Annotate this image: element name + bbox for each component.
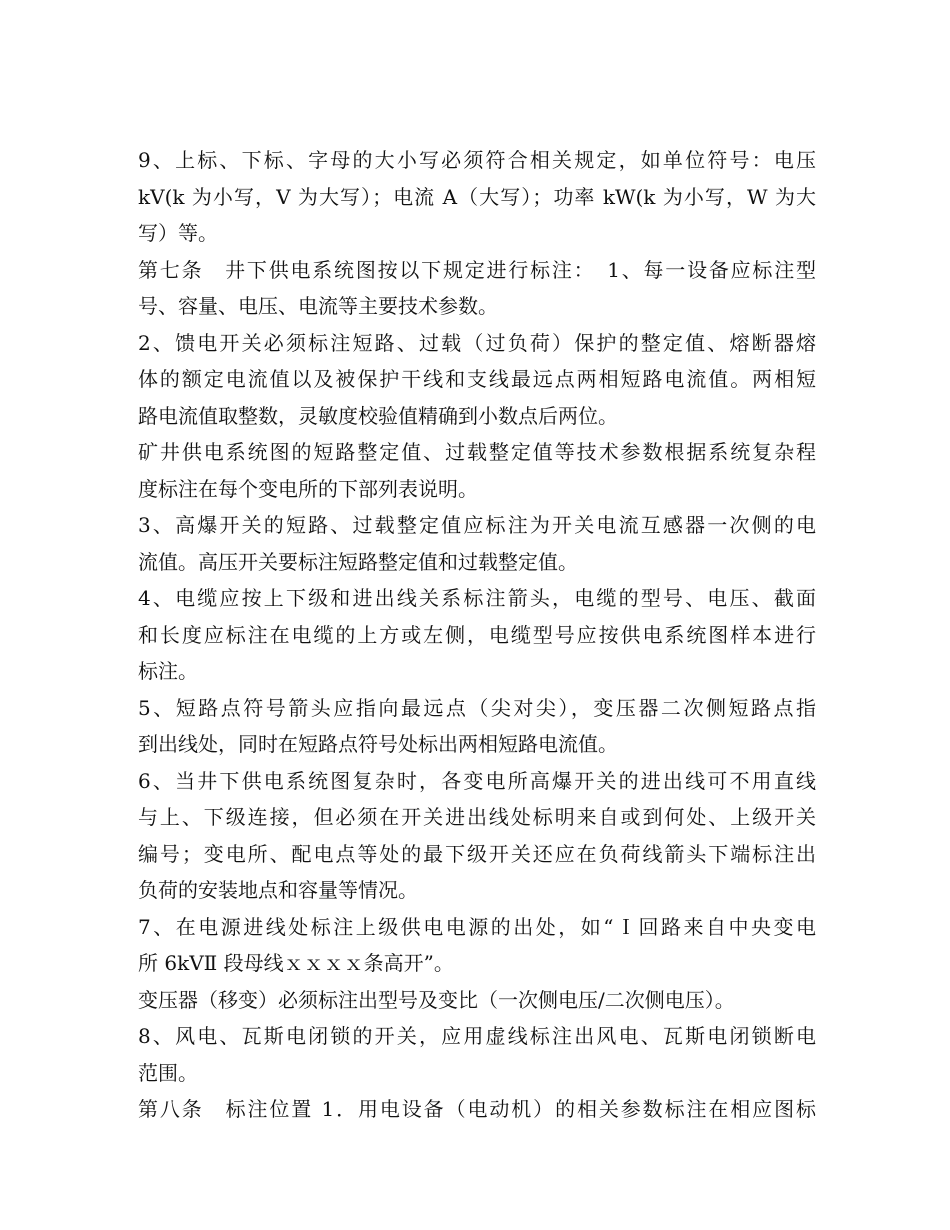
text-line: 变压器（移变）必须标注出型号及变比（一次侧电压/二次侧电压）。 [138, 987, 735, 1012]
document-body [138, 142, 816, 1128]
text-line: 号、容量、电压、电流等主要技术参数。 [138, 294, 498, 318]
text-line: 所 6kVⅡ 段母线ｘｘｘｘ条高开”。 [138, 951, 454, 975]
text-line: 路电流值取整数，灵敏度校验值精确到小数点后两位。 [138, 403, 618, 428]
text-line: 第七条 井下供电系统图按以下规定进行标注： 1、每一设备应标注型 [138, 257, 816, 282]
text-line: 第八条 标注位置 1．用电设备（电动机）的相关参数标注在相应图标 [138, 1097, 816, 1121]
text-line: 体的额定电流值以及被保护干线和支线最远点两相短路电流值。两相短 [138, 367, 816, 391]
text-line: 到出线处，同时在短路点符号处标出两相短路电流值。 [138, 732, 618, 756]
text-line: 编号；变电所、配电点等处的最下级开关还应在负荷线箭头下端标注出 [138, 841, 816, 866]
text-line: 6、当井下供电系统图复杂时，各变电所高爆开关的进出线可不用直线 [138, 768, 816, 793]
text-line: 2、馈电开关必须标注短路、过载（过负荷）保护的整定值、熔断器熔 [138, 330, 816, 355]
text-line: 度标注在每个变电所的下部列表说明。 [138, 476, 478, 501]
text-line: 4、电缆应按上下级和进出线关系标注箭头，电缆的型号、电压、截面 [138, 586, 816, 610]
text-line: 8、风电、瓦斯电闭锁的开关，应用虚线标注出风电、瓦斯电闭锁断电 [138, 1024, 816, 1048]
text-line: 7、在电源进线处标注上级供电电源的出处，如“Ｉ回路来自中央变电 [138, 914, 816, 939]
text-line: 9、上标、下标、字母的大小写必须符合相关规定，如单位符号：电压 [138, 148, 816, 172]
text-line: 矿井供电系统图的短路整定值、过载整定值等技术参数根据系统复杂程 [138, 440, 816, 464]
text-line: 和长度应标注在电缆的上方或左侧，电缆型号应按供电系统图样本进行 [138, 622, 816, 647]
text-line: 3、高爆开关的短路、过载整定值应标注为开关电流互感器一次侧的电 [138, 513, 816, 537]
text-line: 标注。 [138, 659, 198, 683]
text-line: 5、短路点符号箭头应指向最远点（尖对尖），变压器二次侧短路点指 [138, 695, 816, 720]
text-line: 流值。高压开关要标注短路整定值和过载整定值。 [138, 549, 578, 574]
text-line: 负荷的安装地点和容量等情况。 [138, 878, 418, 902]
text-line: kV(k 为小写，V 为大写）；电流 A（大写）；功率 kW(k 为小写，W 为大 [138, 184, 816, 209]
text-line: 写）等。 [138, 221, 218, 245]
text-line: 范围。 [138, 1060, 198, 1085]
text-line: 与上、下级连接，但必须在开关进出线处标明来自或到何处、上级开关 [138, 805, 816, 829]
